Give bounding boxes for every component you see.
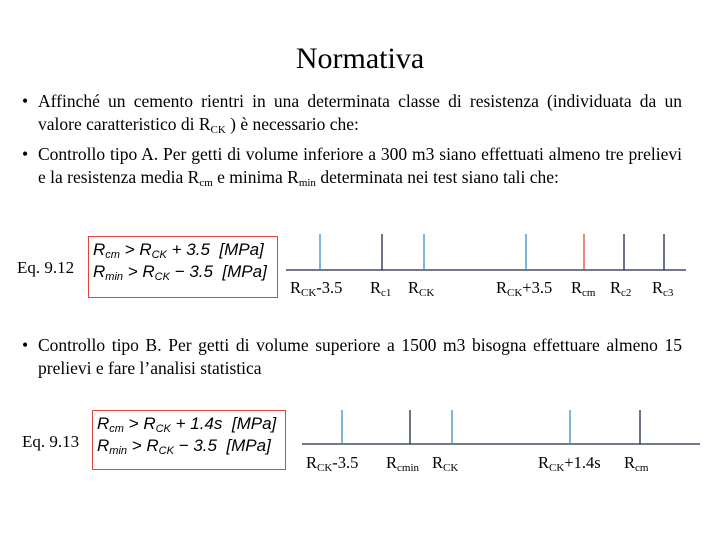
equation-label: Eq. 9.13: [22, 432, 80, 451]
scale-label: $R_{cm}$: [624, 453, 649, 474]
bullet-text: Affinché un cemento rientri in una determinata classe di resistenza (individuata da un valore caratteristico di $R_{CK}$ ) è necessario che:: [38, 91, 682, 136]
equation-line: $R_{cm} > R_{CK} + 1.4s$ [MPa]: [97, 414, 277, 435]
slide-title: Normativa: [295, 42, 425, 75]
scale-label: $R_{CK}+3.5$: [496, 278, 553, 299]
bullet-text: Controllo tipo A. Per getti di volume inferiore a 300 m3 siano effettuati almeno tre prelievi e la resistenza media $R_{cm}$ e minima $R_{min}$ determinata nei test siano tali che:: [38, 144, 682, 189]
scale-label: $R_{cm}$: [571, 278, 596, 299]
scale-label: $R_{cmin}$: [386, 453, 420, 474]
equation-line: $R_{min} > R_{CK} - 3.5$ [MPa]: [97, 436, 271, 457]
scale-label: $R_{c2}$: [610, 278, 632, 299]
equation-line: $R_{cm} > R_{CK} + 3.5$ [MPa]: [93, 240, 264, 261]
scale-label: $R_{c1}$: [370, 278, 392, 299]
bullet-marker: •: [22, 144, 29, 164]
bullet-marker: •: [22, 91, 29, 111]
scale-label: $R_{CK}-3.5$: [306, 453, 359, 474]
scale-label: $R_{CK}$: [408, 278, 435, 299]
bullet-text: Controllo tipo B. Per getti di volume superiore a 1500 m3 bisogna effettuare almeno 15 prelievi e fare l’analisi statistica: [38, 335, 682, 378]
equation-line: $R_{min} > R_{CK} - 3.5$ [MPa]: [93, 262, 267, 283]
equation-label: Eq. 9.12: [17, 258, 75, 277]
scale-label: $R_{CK}$: [432, 453, 459, 474]
scale-label: $R_{c3}$: [652, 278, 674, 299]
bullet-marker: •: [22, 335, 29, 355]
scale-label: $R_{CK}+1.4s$: [538, 453, 601, 474]
scale-label: $R_{CK}-3.5$: [290, 278, 343, 299]
